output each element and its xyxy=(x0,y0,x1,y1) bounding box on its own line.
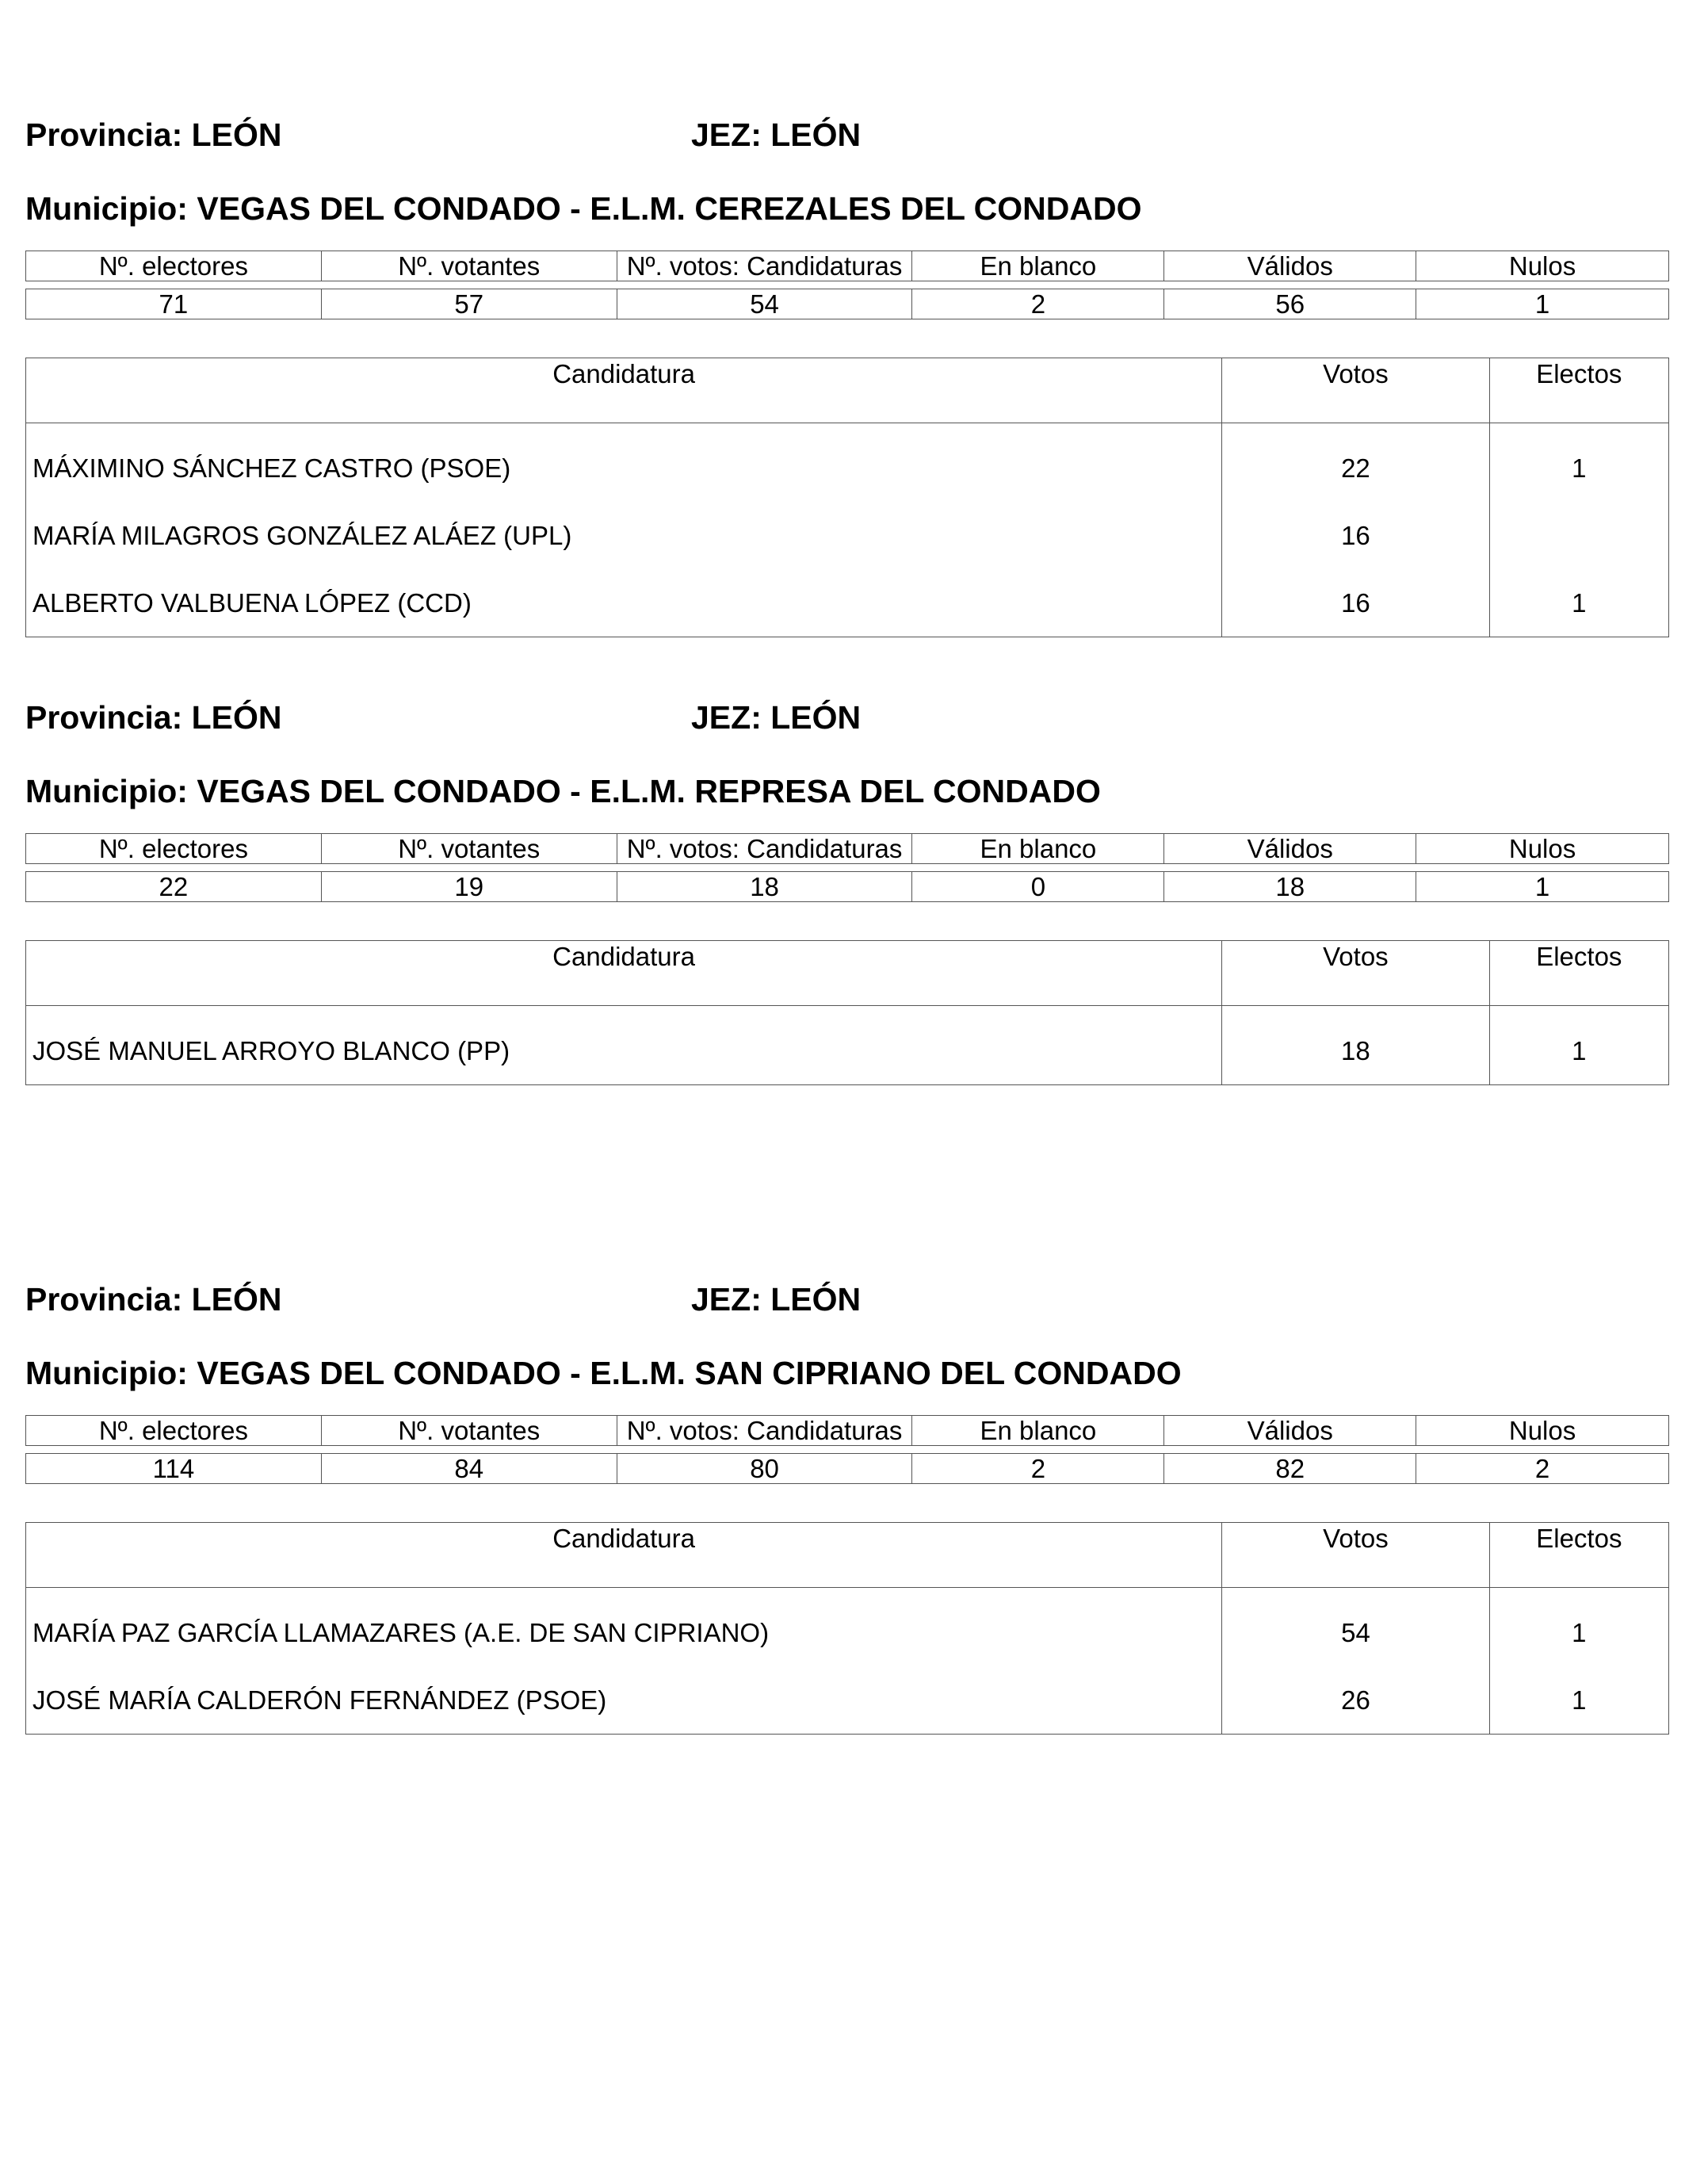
summary-table xyxy=(25,1415,1669,1484)
municipio-label: Municipio: xyxy=(25,1355,188,1391)
provincia-label: Provincia: xyxy=(25,699,183,736)
jez-label: JEZ: xyxy=(691,699,762,736)
jez-value: LEÓN xyxy=(770,117,862,153)
jez-heading xyxy=(691,1279,861,1319)
summary-header-nulos: Nulos xyxy=(1416,1416,1669,1446)
summary-value-nulos: 2 xyxy=(1416,1454,1669,1484)
summary-value-validos: 82 xyxy=(1164,1454,1416,1484)
summary-header-nulos: Nulos xyxy=(1416,834,1669,864)
summary-header-votos-candidaturas: Nº. votos: Candidaturas xyxy=(617,1416,912,1446)
candidate-electos: 1 xyxy=(1489,1588,1668,1667)
summary-header-en-blanco: En blanco xyxy=(912,834,1164,864)
summary-header-validos: Válidos xyxy=(1164,1416,1416,1446)
summary-header-validos: Válidos xyxy=(1164,251,1416,281)
candidates-header-candidatura: Candidatura xyxy=(26,941,1222,1006)
summary-header-votos-candidaturas: Nº. votos: Candidaturas xyxy=(617,834,912,864)
summary-value-votantes: 84 xyxy=(321,1454,617,1484)
provincia-value: LEÓN xyxy=(191,1281,282,1318)
provincia-heading xyxy=(25,1279,282,1319)
summary-header-votantes: Nº. votantes xyxy=(321,251,617,281)
summary-value-row xyxy=(26,289,1669,319)
municipio-value: VEGAS DEL CONDADO - E.L.M. REPRESA DEL CONDADO xyxy=(197,773,1101,809)
header-row xyxy=(25,115,1669,155)
provincia-value: LEÓN xyxy=(191,117,282,153)
jez-heading xyxy=(691,115,861,155)
candidate-electos: 1 xyxy=(1489,423,1668,503)
summary-value-votantes: 57 xyxy=(321,289,617,319)
summary-header-votos-candidaturas: Nº. votos: Candidaturas xyxy=(617,251,912,281)
candidates-header-row xyxy=(26,941,1669,1006)
candidates-table xyxy=(25,358,1669,637)
summary-header-nulos: Nulos xyxy=(1416,251,1669,281)
candidates-header-votos: Votos xyxy=(1222,1523,1489,1588)
candidates-header-candidatura: Candidatura xyxy=(26,358,1222,423)
candidate-name: MARÍA PAZ GARCÍA LLAMAZARES (A.E. DE SAN CIPRIANO) xyxy=(26,1588,1222,1667)
summary-table xyxy=(25,833,1669,902)
candidate-votos: 16 xyxy=(1222,569,1490,637)
jez-label: JEZ: xyxy=(691,1281,762,1318)
summary-value-nulos: 1 xyxy=(1416,289,1669,319)
candidate-row xyxy=(26,569,1669,637)
jez-heading xyxy=(691,698,861,737)
summary-value-validos: 18 xyxy=(1164,872,1416,902)
candidates-header-electos: Electos xyxy=(1489,941,1668,1006)
provincia-label: Provincia: xyxy=(25,117,183,153)
summary-value-en-blanco: 2 xyxy=(912,289,1164,319)
summary-header-en-blanco: En blanco xyxy=(912,1416,1164,1446)
candidate-name: JOSÉ MARÍA CALDERÓN FERNÁNDEZ (PSOE) xyxy=(26,1666,1222,1735)
jez-label: JEZ: xyxy=(691,117,762,153)
candidate-name: MÁXIMINO SÁNCHEZ CASTRO (PSOE) xyxy=(26,423,1222,503)
summary-header-votantes: Nº. votantes xyxy=(321,834,617,864)
candidates-header-row xyxy=(26,358,1669,423)
summary-header-votantes: Nº. votantes xyxy=(321,1416,617,1446)
municipio-heading xyxy=(25,771,1101,811)
candidate-name: ALBERTO VALBUENA LÓPEZ (CCD) xyxy=(26,569,1222,637)
provincia-heading xyxy=(25,115,282,155)
municipio-label: Municipio: xyxy=(25,190,188,227)
candidates-header-votos: Votos xyxy=(1222,358,1490,423)
candidate-row xyxy=(26,423,1669,503)
candidates-header-row xyxy=(26,1523,1669,1588)
candidate-row xyxy=(26,1006,1669,1085)
candidate-row xyxy=(26,1666,1669,1735)
candidate-name: JOSÉ MANUEL ARROYO BLANCO (PP) xyxy=(26,1006,1222,1085)
summary-value-row xyxy=(26,1454,1669,1484)
summary-value-validos: 56 xyxy=(1164,289,1416,319)
summary-header-row xyxy=(26,251,1669,281)
summary-value-en-blanco: 0 xyxy=(912,872,1164,902)
header-row xyxy=(25,698,1669,737)
candidate-votos: 26 xyxy=(1222,1666,1489,1735)
summary-header-en-blanco: En blanco xyxy=(912,251,1164,281)
candidates-table xyxy=(25,940,1669,1085)
candidate-electos xyxy=(1489,502,1668,569)
summary-table xyxy=(25,251,1669,319)
candidate-votos: 54 xyxy=(1222,1588,1489,1667)
summary-value-nulos: 1 xyxy=(1416,872,1669,902)
summary-value-votos-candidaturas: 18 xyxy=(617,872,912,902)
candidates-table xyxy=(25,1522,1669,1735)
summary-header-row xyxy=(26,834,1669,864)
candidate-votos: 16 xyxy=(1222,502,1490,569)
candidate-votos: 22 xyxy=(1222,423,1490,503)
summary-value-votos-candidaturas: 54 xyxy=(617,289,912,319)
jez-value: LEÓN xyxy=(770,1281,862,1318)
municipio-heading xyxy=(25,189,1142,228)
municipio-value: VEGAS DEL CONDADO - E.L.M. CEREZALES DEL CONDADO xyxy=(197,190,1142,227)
candidates-header-candidatura: Candidatura xyxy=(26,1523,1222,1588)
candidate-name: MARÍA MILAGROS GONZÁLEZ ALÁEZ (UPL) xyxy=(26,502,1222,569)
summary-value-electores: 114 xyxy=(26,1454,322,1484)
summary-header-electores: Nº. electores xyxy=(26,834,322,864)
summary-value-en-blanco: 2 xyxy=(912,1454,1164,1484)
candidate-row xyxy=(26,502,1669,569)
jez-value: LEÓN xyxy=(770,699,862,736)
candidate-votos: 18 xyxy=(1222,1006,1490,1085)
municipio-label: Municipio: xyxy=(25,773,188,809)
candidates-header-votos: Votos xyxy=(1222,941,1490,1006)
summary-value-electores: 71 xyxy=(26,289,322,319)
provincia-heading xyxy=(25,698,282,737)
summary-header-electores: Nº. electores xyxy=(26,251,322,281)
summary-header-electores: Nº. electores xyxy=(26,1416,322,1446)
candidate-electos: 1 xyxy=(1489,1006,1668,1085)
header-row xyxy=(25,1279,1669,1319)
summary-header-validos: Válidos xyxy=(1164,834,1416,864)
candidates-header-electos: Electos xyxy=(1489,1523,1668,1588)
candidate-electos: 1 xyxy=(1489,1666,1668,1735)
provincia-label: Provincia: xyxy=(25,1281,183,1318)
summary-value-votantes: 19 xyxy=(321,872,617,902)
municipio-value: VEGAS DEL CONDADO - E.L.M. SAN CIPRIANO DEL CONDADO xyxy=(197,1355,1182,1391)
candidate-electos: 1 xyxy=(1489,569,1668,637)
candidate-row xyxy=(26,1588,1669,1667)
summary-value-votos-candidaturas: 80 xyxy=(617,1454,912,1484)
summary-value-row xyxy=(26,872,1669,902)
summary-header-row xyxy=(26,1416,1669,1446)
summary-value-electores: 22 xyxy=(26,872,322,902)
provincia-value: LEÓN xyxy=(191,699,282,736)
candidates-header-electos: Electos xyxy=(1489,358,1668,423)
municipio-heading xyxy=(25,1353,1182,1393)
